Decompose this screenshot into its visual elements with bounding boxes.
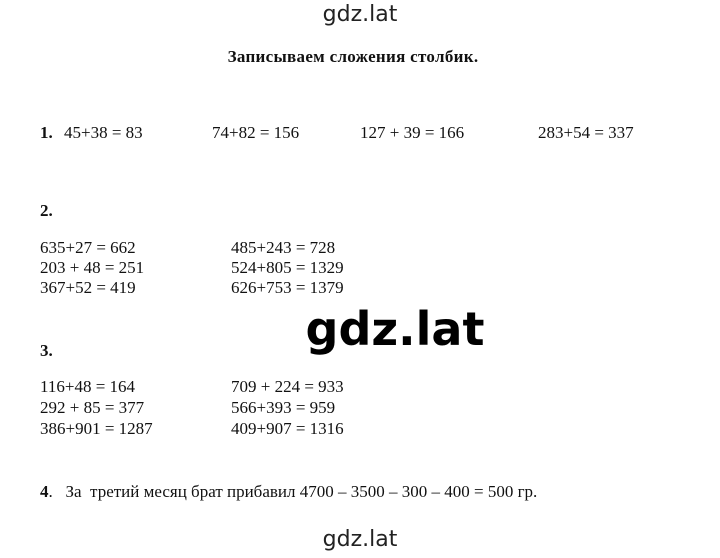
- task3-right-line: 709 + 224 = 933: [231, 377, 344, 396]
- watermark-center: gdz.lat: [305, 302, 485, 356]
- task4-line: [40, 482, 537, 502]
- task1-item: 74+82 = 156: [212, 123, 300, 142]
- task2-left-line: 203 + 48 = 251: [40, 258, 145, 277]
- task2-right-line: 524+805 = 1329: [231, 258, 344, 277]
- task4-text: . За третий месяц брат прибавил 4700 – 3500 – 300 – 400 = 500 гр.: [48, 482, 538, 501]
- task3-left-line: 292 + 85 = 377: [40, 398, 145, 417]
- page-title: Записываем сложения столбик.: [227, 47, 479, 66]
- task1-item: 283+54 = 337: [538, 123, 634, 142]
- task2-right-line: 485+243 = 728: [231, 238, 336, 257]
- task2-right-line: 626+753 = 1379: [231, 278, 344, 297]
- task1-item: 45+38 = 83: [64, 123, 143, 142]
- task3-right-line: 409+907 = 1316: [231, 419, 344, 438]
- task3-number: 3.: [40, 341, 53, 360]
- task1-number: 1.: [40, 123, 53, 142]
- watermark-top: gdz.lat: [322, 2, 398, 27]
- watermark-bottom: gdz.lat: [322, 527, 398, 552]
- task3-left-line: 116+48 = 164: [40, 377, 136, 396]
- task1-item: 127 + 39 = 166: [360, 123, 465, 142]
- task3-right-line: 566+393 = 959: [231, 398, 336, 417]
- task4-number: 4: [40, 482, 49, 501]
- task2-left-line: 367+52 = 419: [40, 278, 136, 297]
- task2-number: 2.: [40, 201, 53, 220]
- task2-left-line: 635+27 = 662: [40, 238, 136, 257]
- task3-left-line: 386+901 = 1287: [40, 419, 153, 438]
